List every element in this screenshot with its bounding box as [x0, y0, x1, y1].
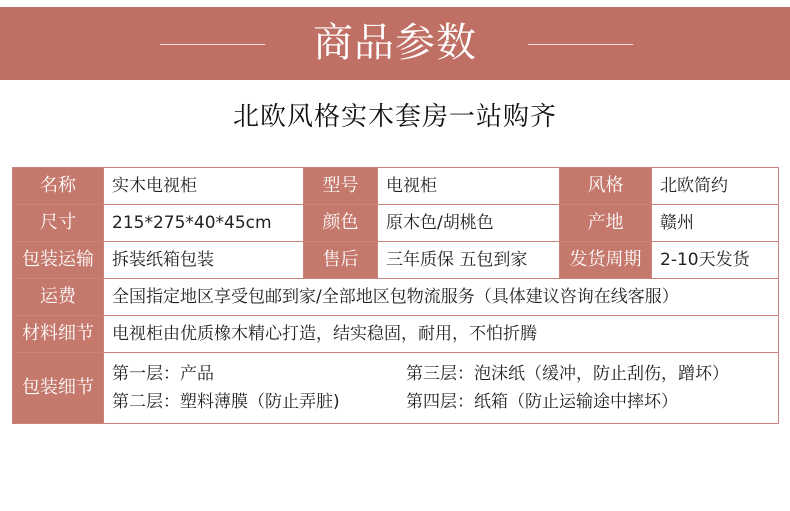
value-freight: 全国指定地区享受包邮到家/全部地区包物流服务（具体建议咨询在线客服） — [104, 279, 779, 316]
product-params-table — [12, 167, 779, 424]
value-shipping-period: 2-10天发货 — [652, 242, 779, 279]
value-color: 原木色/胡桃色 — [378, 205, 560, 242]
value-packaging: 拆装纸箱包装 — [104, 242, 304, 279]
table-row — [13, 279, 779, 316]
header-banner — [0, 7, 790, 80]
value-packing-detail — [104, 353, 779, 424]
table-row — [13, 168, 779, 205]
packing-layer-3: 第三层：泡沫纸（缓冲，防止刮伤，蹭坏） — [406, 364, 729, 384]
table-row — [13, 242, 779, 279]
label-shipping-period: 发货周期 — [560, 242, 652, 279]
label-origin: 产地 — [560, 205, 652, 242]
label-packaging: 包装运输 — [13, 242, 104, 279]
label-after-sales: 售后 — [304, 242, 378, 279]
table-row — [13, 205, 779, 242]
packing-layer-4: 第四层：纸箱（防止运输途中摔坏） — [406, 392, 678, 412]
value-material: 电视柜由优质橡木精心打造，结实稳固，耐用，不怕折腾 — [104, 316, 779, 353]
page-subtitle: 北欧风格实木套房一站购齐 — [232, 102, 557, 132]
banner-title: 商品参数 — [313, 20, 477, 66]
label-name: 名称 — [13, 168, 104, 205]
table-row — [13, 316, 779, 353]
packing-layer-1: 第一层：产品 — [112, 364, 214, 384]
value-size: 215*275*40*45cm — [104, 205, 304, 242]
label-freight: 运费 — [13, 279, 104, 316]
value-model: 电视柜 — [378, 168, 560, 205]
table-row — [13, 353, 779, 424]
value-after-sales: 三年质保 五包到家 — [378, 242, 560, 279]
label-material: 材料细节 — [13, 316, 104, 353]
value-style: 北欧简约 — [652, 168, 779, 205]
label-packing-detail: 包装细节 — [13, 353, 104, 424]
value-name: 实木电视柜 — [104, 168, 304, 205]
value-origin: 赣州 — [652, 205, 779, 242]
label-size: 尺寸 — [13, 205, 104, 242]
packing-layer-2: 第二层：塑料薄膜（防止弄脏) — [112, 392, 340, 412]
label-style: 风格 — [560, 168, 652, 205]
label-model: 型号 — [304, 168, 378, 205]
label-color: 颜色 — [304, 205, 378, 242]
decorative-line-right — [528, 44, 633, 45]
